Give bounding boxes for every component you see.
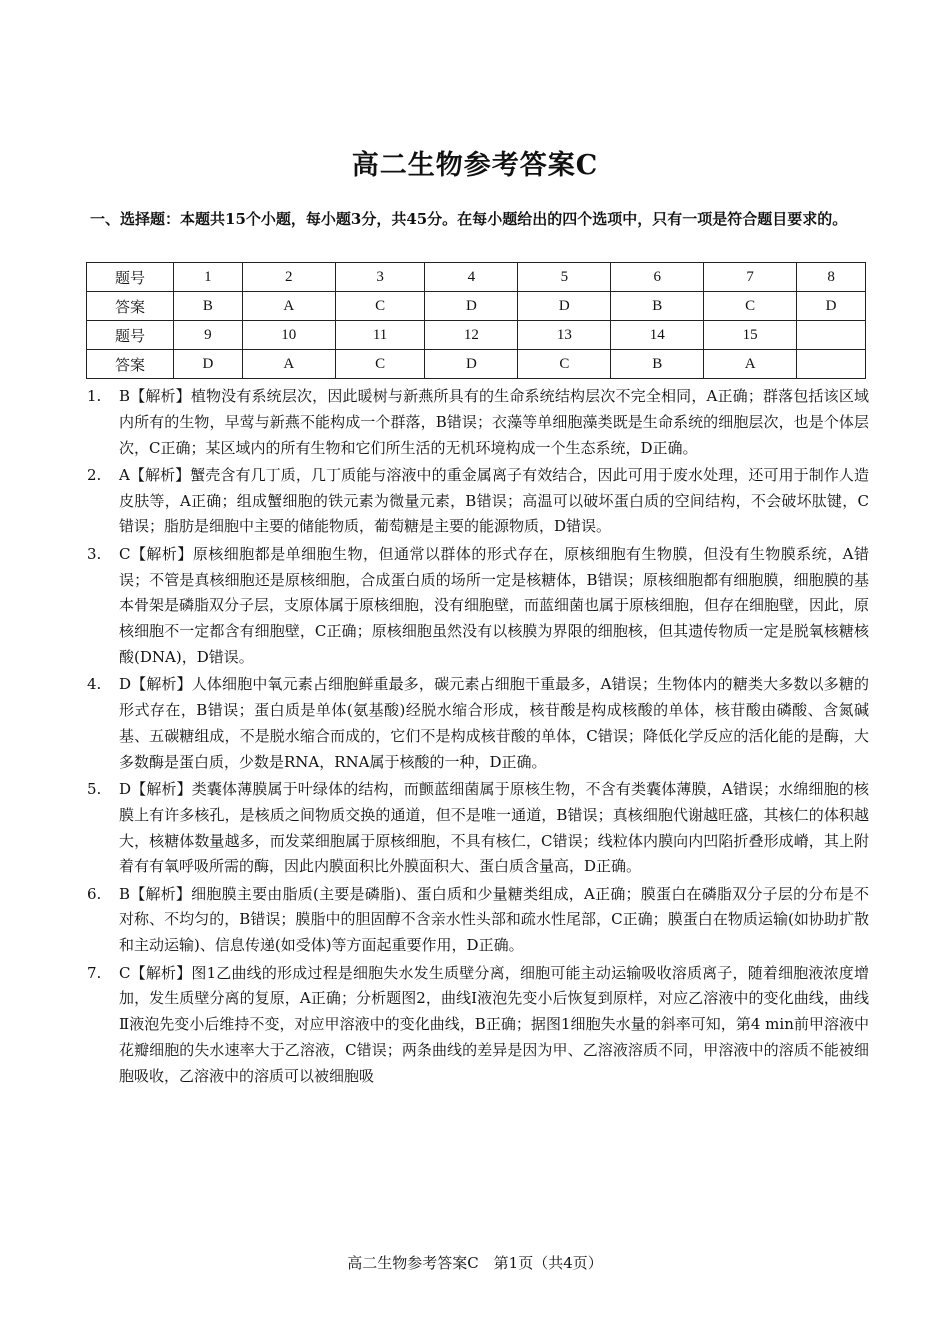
- table-cell: A: [242, 350, 335, 379]
- item-number: 4.: [87, 675, 102, 694]
- table-cell: 12: [425, 321, 518, 350]
- item-number: 2.: [87, 465, 102, 484]
- table-cell: B: [611, 350, 704, 379]
- explanation-item: [87, 777, 869, 880]
- row-label: 答案: [87, 350, 174, 379]
- explanation-item: [87, 961, 869, 1090]
- table-cell: D: [425, 292, 518, 321]
- table-cell: A: [242, 292, 335, 321]
- table-cell: A: [704, 350, 797, 379]
- table-cell: D: [518, 292, 611, 321]
- table-cell: 2: [242, 263, 335, 292]
- table-cell: B: [174, 292, 243, 321]
- table-cell: [797, 350, 866, 379]
- table-cell: 7: [704, 263, 797, 292]
- table-cell: B: [611, 292, 704, 321]
- answer-table: [86, 262, 866, 379]
- table-cell: 14: [611, 321, 704, 350]
- answer-table-row: [87, 263, 866, 292]
- table-cell: 15: [704, 321, 797, 350]
- table-cell: C: [518, 350, 611, 379]
- explanation-item: [87, 463, 869, 540]
- row-label: 题号: [87, 321, 174, 350]
- explanation-item: [87, 672, 869, 775]
- item-number: 5.: [87, 779, 102, 798]
- table-cell: D: [425, 350, 518, 379]
- section-heading: 一、选择题：本题共15个小题，每小题3分，共45分。在每小题给出的四个选项中，只有一项是符合题目要求的。: [90, 210, 848, 228]
- explanation-item: [87, 384, 869, 461]
- table-cell: 1: [174, 263, 243, 292]
- table-cell: 11: [335, 321, 425, 350]
- table-cell: C: [335, 292, 425, 321]
- item-number: 6.: [87, 884, 102, 903]
- table-cell: [797, 321, 866, 350]
- table-cell: C: [704, 292, 797, 321]
- table-cell: D: [797, 292, 866, 321]
- item-number: 3.: [87, 544, 102, 563]
- item-text: C【解析】图1乙曲线的形成过程是细胞失水发生质壁分离，细胞可能主动运输吸收溶质离子，随着细胞液浓度增加，发生质壁分离的复原，A正确；分析题图2，曲线Ⅰ液泡先变小后恢复到原样，对应乙溶液中的变化曲线，曲线Ⅱ液泡先变小后维持不变，对应甲溶液中的变化曲线，B正确；据图1细胞失水量的斜率可知，第4 min前甲溶液中花瓣细胞的失水速率大于乙溶液，C错误；两条曲线的差异是因为甲、乙溶液溶质不同，甲溶液中的溶质不能被细胞吸收，乙溶液中的溶质可以被细胞吸: [119, 963, 869, 1085]
- answer-table-row: [87, 292, 866, 321]
- item-text: C【解析】原核细胞都是单细胞生物，但通常以群体的形式存在，原核细胞有生物膜，但没有生物膜系统，A错误；不管是真核细胞还是原核细胞，合成蛋白质的场所一定是核糖体，B错误；原核细胞都有细胞膜，细胞膜的基本骨架是磷脂双分子层，支原体属于原核细胞，没有细胞壁，而蓝细菌也属于原核细胞，但存在细胞壁，因此，原核细胞不一定都含有细胞壁，C正确；原核细胞虽然没有以核膜为界限的细胞核，但其遗传物质一定是脱氧核糖核酸(DNA)，D错误。: [119, 544, 870, 666]
- table-cell: 8: [797, 263, 866, 292]
- page-title: 高二生物参考答案C: [351, 150, 599, 181]
- item-number: 7.: [87, 963, 102, 982]
- item-text: D【解析】人体细胞中氧元素占细胞鲜重最多，碳元素占细胞干重最多，A错误；生物体内的糖类大多数以多糖的形式存在，B错误；蛋白质是单体(氨基酸)经脱水缩合形成，核苷酸是构成核酸的单体，核苷酸由磷酸、含氮碱基、五碳糖组成，不是脱水缩合而成的，它们不是构成核苷酸的单体，C错误；降低化学反应的活化能的是酶，大多数酶是蛋白质，少数是RNA，RNA属于核酸的一种，D正确。: [119, 675, 869, 771]
- table-cell: C: [335, 350, 425, 379]
- item-text: B【解析】植物没有系统层次，因此暖树与新燕所具有的生命系统结构层次不完全相同，A正确；群落包括该区域内所有的生物，早莺与新燕不能构成一个群落，B错误；衣藻等单细胞藻类既是生命系统的细胞层次，也是个体层次，C正确；某区域内的所有生物和它们所生活的无机环境构成一个生态系统，D正确。: [119, 387, 869, 457]
- answer-table-row: [87, 321, 866, 350]
- explanation-item: [87, 882, 869, 959]
- item-text: B【解析】细胞膜主要由脂质(主要是磷脂)、蛋白质和少量糖类组成，A正确；膜蛋白在磷脂双分子层的分布是不对称、不均匀的，B错误；膜脂中的胆固醇不含亲水性头部和疏水性尾部，C正确；膜蛋白在物质运输(如协助扩散和主动运输)、信息传递(如受体)等方面起重要作用，D正确。: [119, 884, 869, 955]
- table-cell: 13: [518, 321, 611, 350]
- page-footer: 高二生物参考答案C 第1页（共4页）: [347, 1254, 603, 1272]
- table-cell: 5: [518, 263, 611, 292]
- item-text: D【解析】类囊体薄膜属于叶绿体的结构，而颤蓝细菌属于原核生物，不含有类囊体薄膜，A错误；水绵细胞的核膜上有许多核孔，是核质之间物质交换的通道，但不是唯一通道，B错误；真核细胞代谢越旺盛，其核仁的体积越大，核糖体数量越多，而发菜细胞属于原核细胞，不具有核仁，C错误；线粒体内膜向内凹陷折叠形成嵴，其上附着有有氧呼吸所需的酶，因此内膜面积比外膜面积大、蛋白质含量高，D正确。: [119, 779, 869, 876]
- table-cell: 3: [335, 263, 425, 292]
- table-cell: 6: [611, 263, 704, 292]
- item-number: 1.: [87, 387, 102, 405]
- table-cell: 4: [425, 263, 518, 292]
- table-cell: D: [174, 350, 243, 379]
- table-cell: 10: [242, 321, 335, 350]
- table-cell: 9: [174, 321, 243, 350]
- row-label: 答案: [87, 292, 174, 321]
- explanation-item: [87, 542, 869, 671]
- answer-table-row: [87, 350, 866, 379]
- item-text: A【解析】蟹壳含有几丁质，几丁质能与溶液中的重金属离子有效结合，因此可用于废水处理，还可用于制作人造皮肤等，A正确；组成蟹细胞的铁元素为微量元素，B错误；高温可以破坏蛋白质的空间结构，不会破坏肽键，C错误；脂肪是细胞中主要的储能物质，葡萄糖是主要的能源物质，D错误。: [119, 465, 869, 536]
- row-label: 题号: [87, 263, 174, 292]
- explanation-list: [87, 384, 869, 1091]
